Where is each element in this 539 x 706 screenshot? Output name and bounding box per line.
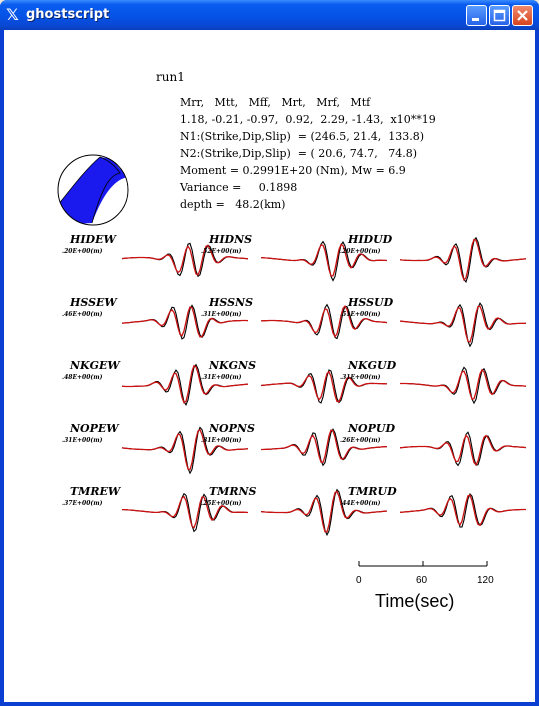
station-label: HIDUD [348,233,393,246]
minimize-icon [467,6,486,25]
station-label: HSSUD [348,296,394,309]
time-axis [357,561,497,575]
amplitude-label: .31E+00(m) [201,311,242,318]
amplitude-label: .20E+00(m) [62,248,103,255]
amplitude-label: .52E+00(m) [201,248,242,255]
station-label: NKGUD [348,359,397,372]
run-label: run1 [156,70,185,84]
amplitude-label: .31E+00(m) [62,437,103,444]
info-line: Mrr, Mtt, Mff, Mrt, Mrf, Mtf [180,96,371,109]
station-label: HIDNS [209,233,253,246]
station-label: NKGNS [209,359,257,372]
info-line: 1.18, -0.21, -0.97, 0.92, 2.29, -1.43, x10**19 [180,113,436,126]
amplitude-label: .48E+00(m) [62,374,103,381]
station-label: NOPNS [209,422,255,435]
amplitude-label: .31E+00(m) [201,437,242,444]
amplitude-label: .37E+00(m) [62,500,103,507]
station-label: NOPUD [348,422,396,435]
info-line: Variance = 0.1898 [180,181,298,194]
info-line: depth = 48.2(km) [180,198,286,211]
station-label: HIDEW [70,233,116,246]
info-line: Moment = 0.2991E+20 (Nm), Mw = 6.9 [180,164,406,177]
time-tick-120: 120 [477,575,494,586]
minimize-button[interactable] [466,5,487,26]
station-label: NKGEW [70,359,120,372]
observed-trace [400,432,526,465]
window-bottom-border [0,702,539,706]
beachball-icon [56,153,130,227]
amplitude-label: .46E+00(m) [62,311,103,318]
amplitude-label: .44E+00(m) [340,500,381,507]
waveform-plot [396,481,530,537]
time-tick-0: 0 [356,575,362,586]
station-label: HSSEW [70,296,117,309]
title-bar[interactable] [0,0,539,30]
observed-trace [400,303,526,346]
close-button[interactable] [512,5,533,26]
x-icon: 𝕏 [6,5,19,24]
amplitude-label: .25E+00(m) [201,500,242,507]
observed-trace [400,367,526,403]
station-label: TMREW [70,485,121,498]
amplitude-label: .31E+00(m) [201,374,242,381]
window-title: ghostscript [26,7,110,22]
amplitude-label: .20E+00(m) [340,248,381,255]
waveform-plot [396,292,530,348]
synthetic-trace [400,370,526,399]
amplitude-label: .31E+00(m) [340,374,381,381]
close-icon [513,6,532,25]
time-tick-60: 60 [416,575,428,586]
maximize-icon [490,6,509,25]
info-line: N1:(Strike,Dip,Slip) = (246.5, 21.4, 133.8) [180,130,425,143]
station-label: HSSNS [209,296,254,309]
ghostscript-canvas [4,30,535,702]
waveform-plot [396,355,530,411]
station-label: NOPEW [70,422,119,435]
info-line: N2:(Strike,Dip,Slip) = ( 20.6, 74.7, 74.8) [180,147,418,160]
synthetic-trace [400,495,526,525]
waveform-plot [396,418,530,474]
amplitude-label: .51E+00(m) [340,311,381,318]
waveform-plot [396,229,530,285]
time-axis-title: Time(sec) [375,591,455,611]
station-label: TMRNS [209,485,257,498]
maximize-button[interactable] [489,5,510,26]
amplitude-label: .26E+00(m) [340,437,381,444]
station-label: TMRUD [348,485,397,498]
